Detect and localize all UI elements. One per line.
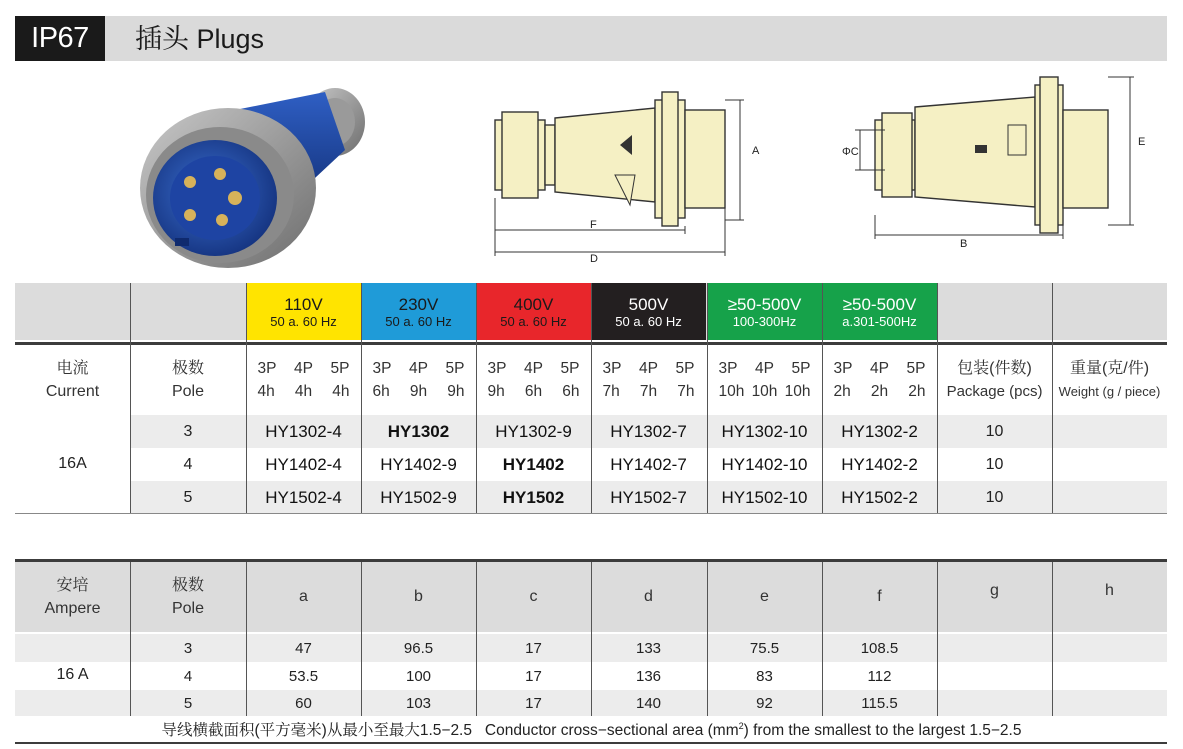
dimension-value: 133 xyxy=(635,639,662,657)
footnote-en-after: ) from the smallest to the largest 1.5−2.5 xyxy=(743,722,1022,739)
pole-labels xyxy=(488,357,580,380)
dimension-value: 47 xyxy=(295,639,312,657)
pole-label: 4P xyxy=(755,360,774,377)
dimension-value xyxy=(937,662,1052,690)
column-divider xyxy=(937,283,938,513)
hour-position: 2h xyxy=(833,383,851,400)
ampere-header xyxy=(15,562,130,632)
hour-positions xyxy=(258,380,350,403)
page-title: 插头 Plugs xyxy=(135,24,265,54)
pole-label: 4P xyxy=(639,360,658,377)
voltage-swatch xyxy=(246,283,361,340)
frequency-label: 50 a. 60 Hz xyxy=(270,313,337,329)
ip-rating-badge: IP67 xyxy=(15,16,105,61)
pole-label: 5P xyxy=(791,360,811,377)
model-number: HY1302 xyxy=(387,421,450,441)
model-number: HY1502-10 xyxy=(721,487,808,507)
dimension-value: 53.5 xyxy=(288,667,319,685)
column-divider xyxy=(476,283,477,513)
pole-header xyxy=(130,345,246,415)
model-number: HY1502-2 xyxy=(841,487,918,507)
package-header-en: Package (pcs) xyxy=(946,383,1043,400)
package-header xyxy=(937,345,1052,415)
pole-header-en: Pole xyxy=(171,383,205,400)
frequency-label: 50 a. 60 Hz xyxy=(385,313,452,329)
voltage-label: 400V xyxy=(513,294,554,314)
pole-value: 3 xyxy=(183,422,193,440)
dimension-b-label: B xyxy=(960,238,968,250)
pole-labels xyxy=(719,357,811,380)
dimension-value xyxy=(937,690,1052,716)
dimension-value: 17 xyxy=(525,639,542,657)
pole-hour-header xyxy=(707,345,822,415)
hour-position: 9h xyxy=(409,383,428,400)
current-value: 16A xyxy=(58,455,87,472)
model-number: HY1502-7 xyxy=(610,487,687,507)
pole-labels xyxy=(258,357,350,380)
voltage-swatch xyxy=(476,283,591,340)
pole-value: 5 xyxy=(183,694,193,712)
dimension-f-label: F xyxy=(590,219,597,231)
voltage-swatch xyxy=(591,283,706,340)
footnote-en-before: Conductor cross−sectional area (mm xyxy=(484,722,739,739)
table2-pole-header xyxy=(130,562,246,632)
hour-positions xyxy=(834,380,926,403)
pole-label: 3P xyxy=(602,360,622,377)
package-value: 10 xyxy=(985,488,1004,506)
pole-label: 3P xyxy=(372,360,392,377)
ampere-value: 16 A xyxy=(56,666,89,683)
hour-positions xyxy=(603,380,695,403)
hour-positions xyxy=(373,380,465,403)
conductor-footnote xyxy=(0,718,1183,740)
pole-label: 4P xyxy=(524,360,543,377)
voltage-swatch xyxy=(822,283,937,340)
dimension-value: 17 xyxy=(525,667,542,685)
current-header xyxy=(15,345,130,415)
header-band xyxy=(15,16,1167,61)
column-divider xyxy=(591,283,592,513)
weight-header xyxy=(1052,345,1167,415)
pole-label: 5P xyxy=(906,360,926,377)
column-divider xyxy=(822,562,823,716)
pole-value: 4 xyxy=(183,455,193,473)
front-dimension-drawing xyxy=(840,65,1160,255)
weight-header-en: Weight (g / piece) xyxy=(1058,384,1161,399)
dimension-e-label: E xyxy=(1138,136,1146,148)
hour-position: 4h xyxy=(257,383,275,400)
pole-labels xyxy=(373,357,465,380)
model-number: HY1502 xyxy=(502,487,565,507)
model-number: HY1402-4 xyxy=(265,454,342,474)
column-divider xyxy=(361,562,362,716)
pole-hour-header xyxy=(822,345,937,415)
dimension-value xyxy=(1052,690,1167,716)
voltage-swatch xyxy=(361,283,476,340)
model-number: HY1302-10 xyxy=(721,421,808,441)
dimension-letter: d xyxy=(644,588,653,605)
hour-position: 10h xyxy=(784,383,811,400)
dimension-value: 103 xyxy=(405,694,432,712)
package-value: 10 xyxy=(985,422,1004,440)
dimension-value: 112 xyxy=(867,667,892,685)
frequency-label: a.301-500Hz xyxy=(842,313,917,329)
dimension-value: 100 xyxy=(405,667,432,685)
dimension-value: 83 xyxy=(756,667,773,685)
model-number: HY1402-2 xyxy=(841,454,918,474)
pole-label: 5P xyxy=(330,360,350,377)
column-divider xyxy=(1052,562,1053,716)
model-number: HY1302-9 xyxy=(495,421,572,441)
hour-position: 10h xyxy=(718,383,745,400)
pole-value: 3 xyxy=(183,639,193,657)
dimension-a-label: A xyxy=(752,145,760,157)
frequency-label: 100-300Hz xyxy=(732,313,797,329)
pole-hour-header xyxy=(246,345,361,415)
hour-position: 2h xyxy=(870,383,889,400)
dimension-value: 136 xyxy=(635,667,662,685)
dimension-value: 60 xyxy=(295,694,312,712)
current-header-en: Current xyxy=(45,383,100,400)
column-divider xyxy=(822,283,823,513)
weight-header-zh: 重量(克/件) xyxy=(1069,360,1150,377)
hour-position: 7h xyxy=(639,383,658,400)
hour-position: 7h xyxy=(602,383,620,400)
model-number: HY1302-4 xyxy=(265,421,342,441)
dimension-letter: g xyxy=(990,582,999,599)
model-number: HY1402-9 xyxy=(380,454,457,474)
dimension-letter: h xyxy=(1105,582,1114,599)
voltage-swatch xyxy=(707,283,822,340)
pole-label: 5P xyxy=(675,360,695,377)
package-header-zh: 包装(件数) xyxy=(957,360,1032,377)
pole-hour-header xyxy=(591,345,706,415)
dimension-value: 92 xyxy=(756,694,773,712)
column-divider xyxy=(937,562,938,716)
dimension-value: 140 xyxy=(635,694,662,712)
current-header-zh: 电流 xyxy=(56,360,89,377)
hour-position: 4h xyxy=(294,383,313,400)
weight-value xyxy=(1052,448,1167,481)
dimension-value xyxy=(1052,634,1167,662)
pole-label: 4P xyxy=(409,360,428,377)
pole-hour-header xyxy=(361,345,476,415)
dimension-value xyxy=(937,634,1052,662)
side-dimension-drawing xyxy=(480,80,780,265)
voltage-label: 110V xyxy=(284,294,323,314)
dimension-value xyxy=(1052,662,1167,690)
voltage-label: ≥50-500V xyxy=(727,294,802,314)
footnote-zh: 导线横截面积(平方毫米)从最小至最大1.5−2.5 xyxy=(161,722,472,739)
pole-label: 4P xyxy=(294,360,313,377)
column-divider xyxy=(591,562,592,716)
model-number: HY1302-2 xyxy=(841,421,918,441)
pole-labels xyxy=(834,357,926,380)
pole-label: 3P xyxy=(487,360,507,377)
package-value: 10 xyxy=(985,455,1004,473)
pole-label: 3P xyxy=(257,360,277,377)
dimension-letter: f xyxy=(877,588,882,605)
dimension-d-label: D xyxy=(590,253,598,265)
dimension-letter: e xyxy=(760,588,769,605)
hour-position: 6h xyxy=(372,383,390,400)
pole-label: 5P xyxy=(445,360,465,377)
pole-header-zh: 极数 xyxy=(171,360,204,377)
dimension-value: 75.5 xyxy=(749,639,780,657)
column-divider xyxy=(707,283,708,513)
table2-pole-header-en: Pole xyxy=(171,600,205,617)
dimension-value: 115.5 xyxy=(861,694,898,712)
footnote-superscript: 2 xyxy=(738,720,744,731)
dimension-letter: b xyxy=(414,588,423,605)
dimension-value: 96.5 xyxy=(403,639,434,657)
dimension-letter: c xyxy=(529,588,538,605)
column-divider xyxy=(246,562,247,716)
column-divider xyxy=(361,283,362,513)
hour-position: 9h xyxy=(487,383,505,400)
voltage-label: 500V xyxy=(628,294,669,314)
model-number: HY1302-7 xyxy=(610,421,687,441)
pole-hour-header xyxy=(476,345,591,415)
table2-pole-header-zh: 极数 xyxy=(171,577,204,594)
hour-positions xyxy=(488,380,580,403)
column-divider xyxy=(130,283,131,513)
ampere-header-en: Ampere xyxy=(44,600,101,617)
column-divider xyxy=(707,562,708,716)
dimension-value: 17 xyxy=(525,694,542,712)
dimension-letter: a xyxy=(299,588,308,605)
hour-position: 4h xyxy=(332,383,350,400)
model-number: HY1502-4 xyxy=(265,487,342,507)
table1-bottom-rule xyxy=(15,513,1167,514)
model-number: HY1402-10 xyxy=(721,454,808,474)
hour-position: 6h xyxy=(524,383,543,400)
ampere-header-zh: 安培 xyxy=(56,577,89,594)
column-divider xyxy=(1052,283,1053,513)
hour-position: 2h xyxy=(908,383,926,400)
pole-label: 3P xyxy=(833,360,853,377)
hour-position: 7h xyxy=(677,383,695,400)
pole-labels xyxy=(603,357,695,380)
voltage-label: ≥50-500V xyxy=(842,294,917,314)
weight-value xyxy=(1052,481,1167,514)
pole-label: 3P xyxy=(718,360,738,377)
model-number: HY1402-7 xyxy=(610,454,687,474)
column-divider xyxy=(246,283,247,513)
hour-position: 10h xyxy=(751,383,778,400)
column-divider xyxy=(130,562,131,716)
table2-bottom-rule xyxy=(15,742,1167,744)
dimension-value: 108.5 xyxy=(860,639,899,657)
hour-position: 9h xyxy=(447,383,465,400)
model-number: HY1402 xyxy=(502,454,565,474)
weight-value xyxy=(1052,415,1167,448)
pole-value: 4 xyxy=(183,667,193,685)
voltage-label: 230V xyxy=(398,294,439,314)
hour-positions xyxy=(719,380,811,403)
hour-position: 6h xyxy=(562,383,580,400)
column-divider xyxy=(476,562,477,716)
pole-label: 5P xyxy=(560,360,580,377)
model-number: HY1502-9 xyxy=(380,487,457,507)
pole-label: 4P xyxy=(870,360,889,377)
pole-value: 5 xyxy=(183,488,193,506)
frequency-label: 50 a. 60 Hz xyxy=(500,313,567,329)
dimension-c-label: ΦC xyxy=(842,146,859,158)
plug-photo xyxy=(120,70,380,270)
frequency-label: 50 a. 60 Hz xyxy=(615,313,682,329)
